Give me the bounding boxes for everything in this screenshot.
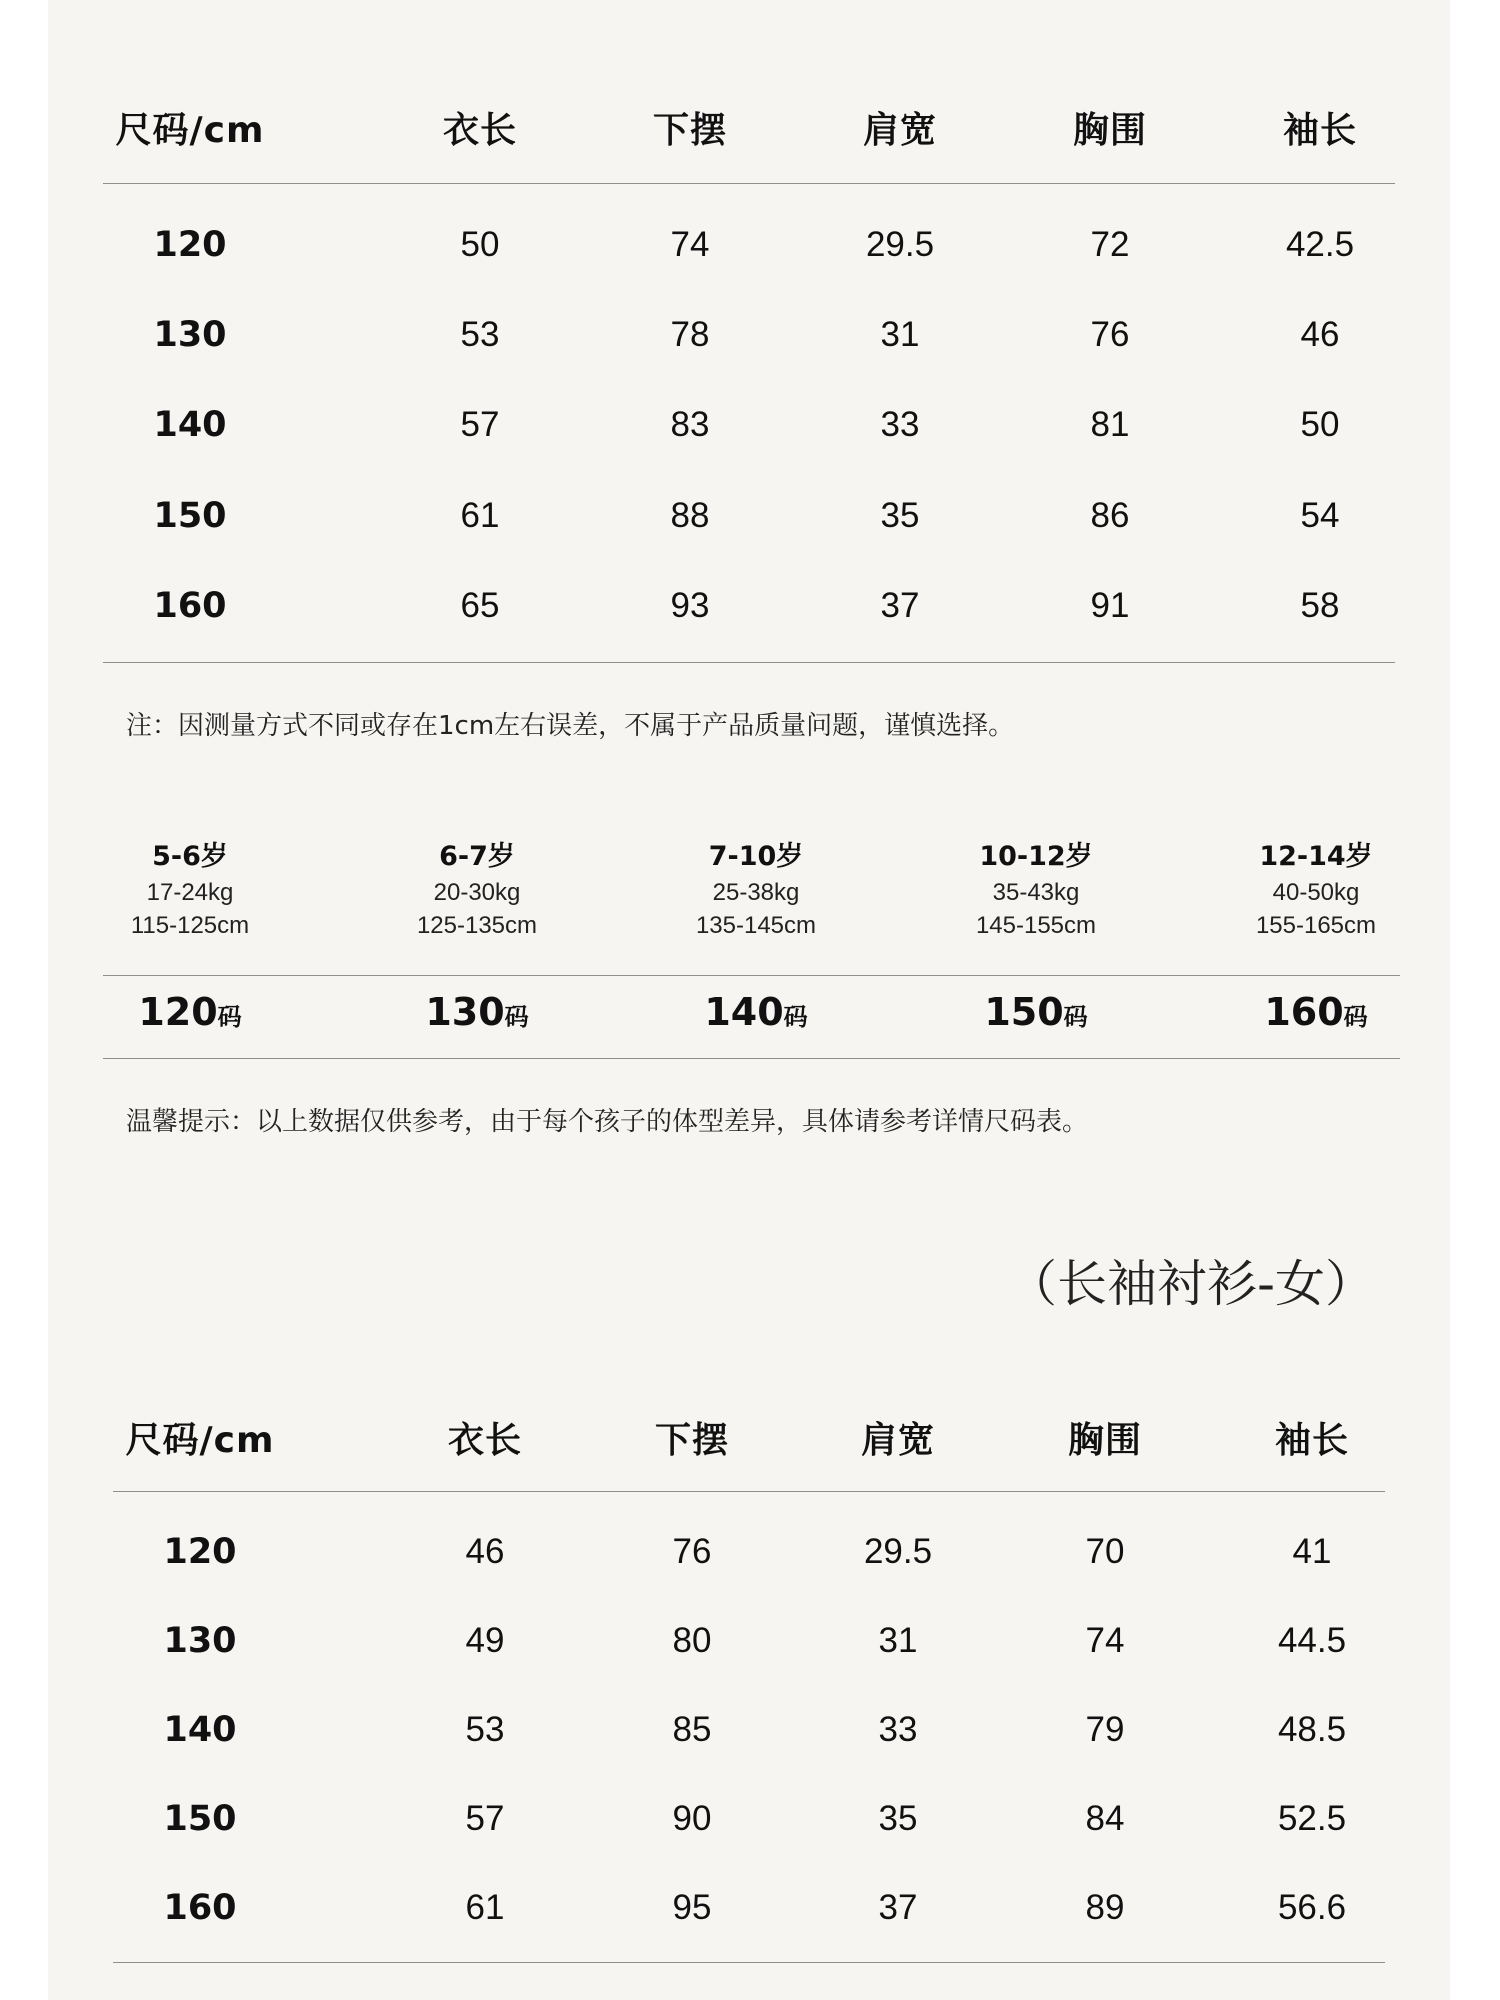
row-size: 140	[153, 405, 227, 445]
size-unit: 码	[1063, 1003, 1088, 1031]
cell-shoulder: 33	[878, 1710, 918, 1749]
cell-chest: 91	[1090, 586, 1130, 625]
guide-divider	[103, 975, 1400, 976]
cell-sleeve: 58	[1300, 586, 1340, 625]
cell-length: 61	[460, 496, 500, 535]
cell-hem: 74	[670, 225, 710, 264]
cell-chest: 81	[1090, 405, 1130, 444]
age-group	[60, 838, 320, 942]
cell-sleeve: 44.5	[1277, 1621, 1347, 1660]
cell-sleeve: 41	[1292, 1532, 1332, 1571]
cell-hem: 85	[672, 1710, 712, 1749]
weight-range: 17-24kg	[146, 879, 234, 906]
size-label	[347, 990, 607, 1034]
cell-hem: 95	[672, 1888, 712, 1927]
table-divider	[113, 1491, 1385, 1492]
cell-hem: 90	[672, 1799, 712, 1838]
header-hem: 下摆	[652, 109, 727, 151]
size-label	[626, 990, 886, 1034]
row-size: 120	[163, 1532, 237, 1572]
row-size: 150	[163, 1799, 237, 1839]
age-group	[906, 838, 1166, 942]
size-number: 150	[984, 990, 1064, 1034]
cell-hem: 80	[672, 1621, 712, 1660]
size-label	[906, 990, 1166, 1034]
page-background	[48, 0, 1450, 2000]
cell-length: 57	[465, 1799, 505, 1838]
cell-sleeve: 52.5	[1277, 1799, 1347, 1838]
header-length: 衣长	[442, 109, 517, 151]
weight-range: 25-38kg	[712, 879, 800, 906]
cell-shoulder: 31	[878, 1621, 918, 1660]
cell-hem: 88	[670, 496, 710, 535]
cell-hem: 76	[672, 1532, 712, 1571]
height-range: 125-135cm	[416, 912, 538, 939]
cell-hem: 83	[670, 405, 710, 444]
cell-shoulder: 37	[878, 1888, 918, 1927]
size-number: 140	[704, 990, 784, 1034]
header-size: 尺码/cm	[115, 109, 265, 151]
cell-chest: 89	[1085, 1888, 1125, 1927]
table-divider	[103, 662, 1395, 663]
cell-shoulder: 35	[880, 496, 920, 535]
size-label	[60, 990, 320, 1034]
cell-chest: 84	[1085, 1799, 1125, 1838]
cell-hem: 78	[670, 315, 710, 354]
size-label	[1186, 990, 1446, 1034]
header-size: 尺码/cm	[125, 1419, 275, 1461]
table-divider	[103, 183, 1395, 184]
cell-chest: 74	[1085, 1621, 1125, 1660]
cell-length: 53	[460, 315, 500, 354]
row-size: 120	[153, 225, 227, 265]
guide-divider	[103, 1058, 1400, 1059]
cell-length: 53	[465, 1710, 505, 1749]
header-hem: 下摆	[654, 1419, 729, 1461]
cell-sleeve: 56.6	[1277, 1888, 1347, 1927]
height-range: 145-155cm	[975, 912, 1097, 939]
size-number: 160	[1264, 990, 1344, 1034]
size-unit: 码	[504, 1003, 529, 1031]
row-size: 130	[163, 1621, 237, 1661]
cell-sleeve: 54	[1300, 496, 1340, 535]
cell-length: 61	[465, 1888, 505, 1927]
age-group	[626, 838, 886, 942]
cell-sleeve: 50	[1300, 405, 1340, 444]
cell-length: 65	[460, 586, 500, 625]
cell-chest: 86	[1090, 496, 1130, 535]
size-number: 130	[425, 990, 505, 1034]
row-size: 160	[163, 1888, 237, 1928]
measurement-note: 注：因测量方式不同或存在1cm左右误差，不属于产品质量问题，谨慎选择。	[126, 711, 1015, 741]
cell-chest: 79	[1085, 1710, 1125, 1749]
row-size: 140	[163, 1710, 237, 1750]
cell-chest: 76	[1090, 315, 1130, 354]
cell-sleeve: 42.5	[1285, 225, 1355, 264]
cell-shoulder: 33	[880, 405, 920, 444]
row-size: 130	[153, 315, 227, 355]
row-size: 160	[153, 586, 227, 626]
cell-shoulder: 29.5	[865, 225, 935, 264]
cell-shoulder: 29.5	[863, 1532, 933, 1571]
height-range: 155-165cm	[1255, 912, 1377, 939]
table-divider	[113, 1962, 1385, 1963]
cell-chest: 72	[1090, 225, 1130, 264]
header-chest: 胸围	[1067, 1419, 1142, 1461]
age-range: 7-10岁	[708, 841, 804, 872]
header-shoulder: 肩宽	[862, 109, 937, 151]
age-range: 12-14岁	[1259, 841, 1373, 872]
cell-sleeve: 46	[1300, 315, 1340, 354]
reference-tip: 温馨提示：以上数据仅供参考，由于每个孩子的体型差异，具体请参考详情尺码表。	[126, 1107, 1089, 1137]
cell-hem: 93	[670, 586, 710, 625]
section-title: （长袖衬衫-女）	[1006, 1255, 1375, 1313]
header-chest: 胸围	[1072, 109, 1147, 151]
weight-range: 20-30kg	[433, 879, 521, 906]
cell-length: 46	[465, 1532, 505, 1571]
cell-length: 50	[460, 225, 500, 264]
age-range: 10-12岁	[979, 841, 1093, 872]
row-size: 150	[153, 496, 227, 536]
height-range: 115-125cm	[130, 912, 250, 939]
size-unit: 码	[783, 1003, 808, 1031]
header-length: 衣长	[447, 1419, 522, 1461]
header-shoulder: 肩宽	[860, 1419, 935, 1461]
size-unit: 码	[217, 1003, 242, 1031]
size-unit: 码	[1343, 1003, 1368, 1031]
age-range: 6-7岁	[439, 841, 515, 872]
height-range: 135-145cm	[695, 912, 817, 939]
cell-shoulder: 31	[880, 315, 920, 354]
cell-shoulder: 35	[878, 1799, 918, 1838]
cell-length: 49	[465, 1621, 505, 1660]
weight-range: 35-43kg	[992, 879, 1080, 906]
age-group	[1186, 838, 1446, 942]
cell-chest: 70	[1085, 1532, 1125, 1571]
cell-shoulder: 37	[880, 586, 920, 625]
header-sleeve: 袖长	[1282, 109, 1357, 151]
header-sleeve: 袖长	[1274, 1419, 1349, 1461]
weight-range: 40-50kg	[1272, 879, 1360, 906]
age-range: 5-6岁	[152, 841, 228, 872]
cell-sleeve: 48.5	[1277, 1710, 1347, 1749]
age-group	[347, 838, 607, 942]
cell-length: 57	[460, 405, 500, 444]
size-number: 120	[138, 990, 218, 1034]
